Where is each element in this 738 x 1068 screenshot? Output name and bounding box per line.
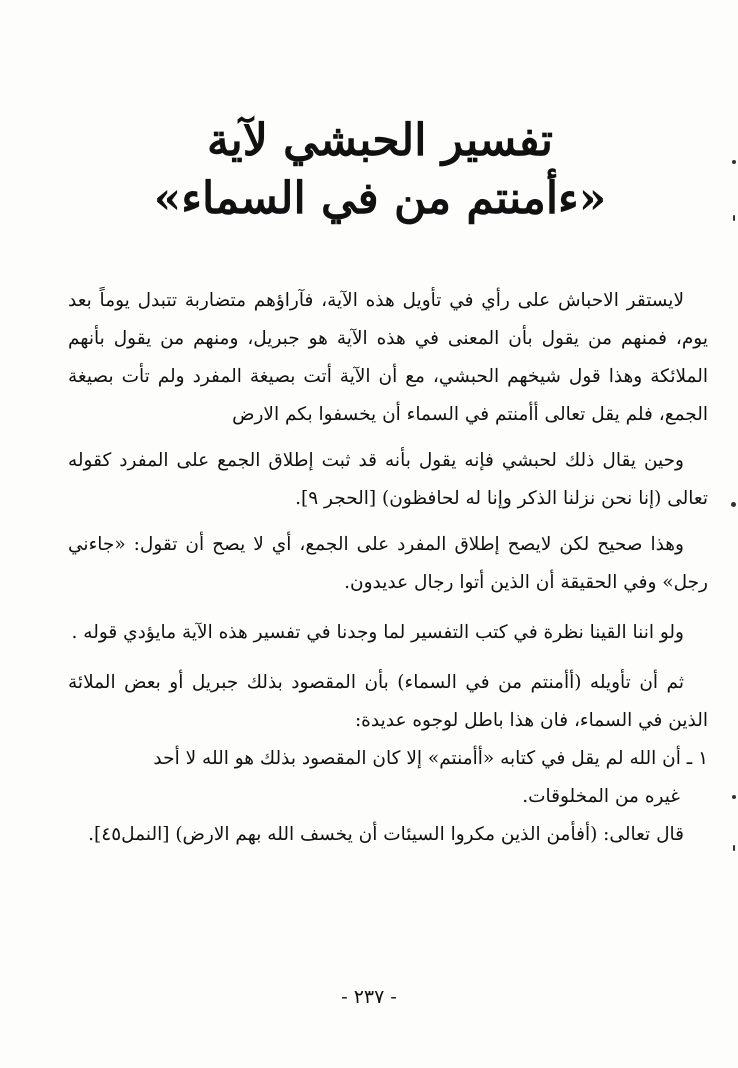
margin-mark [732,795,736,799]
paragraph-3: وهذا صحيح لكن لايصح إطلاق المفرد على الجمع، أي لا يصح أن تقول: «جاءني رجل» وفي الحقيقة أن الذين أتوا رجال عديدون. [68,534,708,593]
list-item-1-continuation: غيره من المخلوقات. [522,786,680,807]
margin-mark [733,845,735,851]
page-number: - ٢٣٧ - [341,986,397,1008]
paragraph-1: لايستقر الاحباش على رأي في تأويل هذه الآية، فآراؤهم متضاربة تتبدل يوماً بعد يوم، فمنهم من يقول بأن المعنى في هذه الآية هو جبريل، ومنهم من يقول بأنهم الملائكة وهذا قول شيخهم الحبشي، مع أن الآية أتت بصيغة المفرد ولم تأت بصيغة الجمع، فلم يقل تعالى أأمنتم في السماء أن يخسفوا بكم الارض [68,290,708,425]
title-line-1: تفسير الحبشي لآية [206,115,554,166]
margin-mark [733,215,735,221]
chapter-title [150,112,610,228]
paragraph-2: وحين يقال ذلك لحبشي فإنه يقول بأنه قد ثبت إطلاق الجمع على المفرد كقوله تعالى (إنا نحن نزلنا الذكر وإنا له لحافظون) [الحجر ٩]. [68,450,708,509]
paragraph-5: ثم أن تأويله (أأمنتم من في السماء) بأن المقصود بذلك جبريل أو بعض الملائة الذين في السماء، فان هذا باطل لوجوه عديدة: [68,672,708,731]
paragraph-4: ولو اننا القينا نظرة في كتب التفسير لما وجدنا في تفسير هذه الآية مايؤدي قوله . [71,622,684,643]
title-line-2: «ءأمنتم من في السماء» [153,173,607,224]
margin-mark [732,160,736,164]
list-item-1: ١ ـ أن الله لم يقل في كتابه «أأمنتم» إلا كان المقصود بذلك هو الله لا أحد [153,748,708,769]
body-text [68,282,708,854]
margin-mark [731,502,736,507]
closing-paragraph: قال تعالى: (أفأمن الذين مكروا السيئات أن يخسف الله بهم الارض) [النمل٤٥]. [88,824,684,845]
